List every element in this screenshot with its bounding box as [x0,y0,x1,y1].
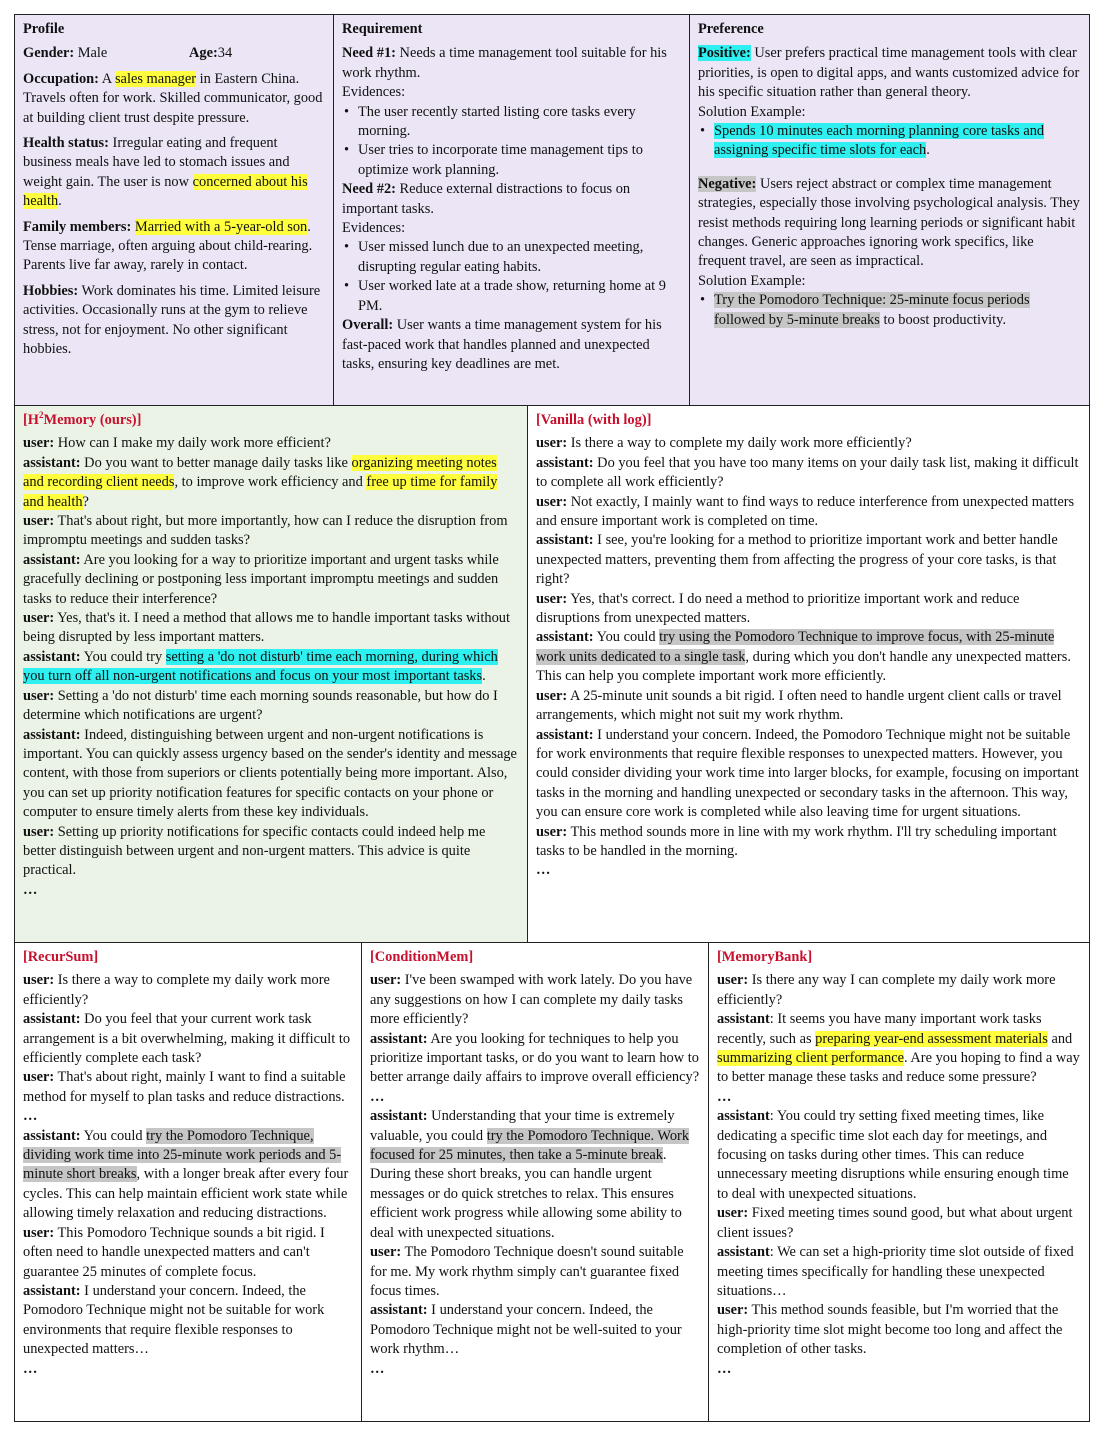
list-item: • User worked late at a trade show, returning home at 9 PM. [358,277,681,316]
dialogue-turn: user: That's about right, mainly I want to find a suitable method for myself to plan tasks and reduce distractions. [23,1069,346,1105]
conditionmem-panel [362,943,709,1421]
dialogue-turn: user: Yes, that's correct. I do need a method to prioritize important work and reduce disruptions from unexpected matters. [536,590,1020,627]
ellipsis: … [23,881,38,898]
recursum-title: [RecurSum] [23,949,99,965]
preference-panel [690,15,1089,406]
dialogue-turn: user: Fixed meeting times sound good, but what about urgent client issues? [717,1205,1073,1241]
family-text: Family members: Married with a 5-year-old son. Tense marriage, often arguing about child-rearing. Parents live far away, rarely in contact. [23,218,313,274]
dialogue-turn: assistant: I see, you're looking for a method to prioritize important work and better handle unexpected matters, preventing them from affecting the progress of your core tasks, is that right? [536,532,1058,588]
positive-solution-list [698,122,1081,161]
profile-title: Profile [23,21,65,37]
ellipsis: … [23,1360,38,1377]
dialogue-turn: user: Is there any way I can complete my daily work more efficiently? [717,972,1056,1008]
list-item: • Spends 10 minutes each morning planning core tasks and assigning specific time slots for each. [714,122,1081,161]
dialogue-turn: assistant: Understanding that your time is extremely valuable, you could try the Pomodoro Technique. Work focused for 25 minutes, then take a 5-minute break. During these short breaks, you can handle urgent messages or do quick stretches to relax. This ensures efficient work progress while allowing some ability to deal with unexpected situations. [370,1108,690,1241]
dialogue-turn: user: Is there a way to complete my daily work more efficiently? [536,435,912,452]
dialogue-turn: assistant: You could try the Pomodoro Technique, dividing work time into 25-minute work periods and 5-minute short breaks, with a longer break after every four cycles. This can help maintain efficient work state while allowing timely relaxation and reducing distractions. [23,1127,349,1222]
ellipsis: … [717,1360,732,1377]
gender-age-line [23,44,325,63]
overall-text: Overall: User wants a time management system for his fast-paced work that handles planned and unexpected tasks, ensuring key deadlines are met. [342,317,662,372]
need2-text: Need #2: Reduce external distractions to focus on important tasks. [342,181,631,217]
dialogue-turn: assistant: I understand your concern. Indeed, the Pomodoro Technique might not be suitable for work environments that require flexible responses to unexpected matters. However, you could consider dividing your work time into larger blocks, for example, focusing on important tasks in the morning and handling unexpected or secondary tasks in the afternoon. This way, you can ensure core work is completed while also leaving time for urgent situations. [536,726,1079,821]
recursum-panel [15,943,362,1421]
need2-evidences-label: Evidences: [342,220,406,237]
dialogue-turn: user: This method sounds feasible, but I'm worried that the high-priority time slot might become too long and affect the completion of other tasks. [717,1302,1063,1358]
memorybank-panel [709,943,1089,1421]
health-text: Health status: Irregular eating and frequent business meals have led to stomach issues and weight gain. The user is now concerned about his health. [23,135,308,210]
negative-solution-label: Solution Example: [698,272,806,289]
dialogue-turn: user: This Pomodoro Technique sounds a bit rigid. I often need to handle unexpected matters and can't guarantee 25 minutes of complete focus. [23,1224,325,1280]
positive-solution-label: Solution Example: [698,103,806,120]
case-study-figure [14,14,1090,1422]
dialogue-turn: user: Setting up priority notifications for specific contacts could indeed help me better distinguish between urgent and non-urgent matters. This advice is quite practical. [23,823,486,879]
dialogue-turn: assistant: I understand your concern. Indeed, the Pomodoro Technique might not be suitable for work environments that require flexible responses to unexpected matters… [23,1282,325,1358]
negative-text: Negative: Users reject abstract or complex time management strategies, especially those involving psychological analysis. They resist methods requiring long learning periods or significant habit changes. Generic approaches ignoring work specifics, like frequent travel, are seen as impractical. [698,175,1080,270]
need1-evidence-list [342,103,681,181]
hobbies-text: Hobbies: Work dominates his time. Limited leisure activities. Occasionally runs at the gym to relieve stress, not for enjoyment. No other significant hobbies. [23,282,321,358]
ellipsis: … [536,862,551,879]
h2memory-title: [$H^2Memory$ (ours)] [23,410,142,428]
dialogue-turn: user: Yes, that's it. I need a method that allows me to handle important tasks without being disrupted by less important matters. [23,610,511,646]
dialogue-turn: assistant: Are you looking for techniques to help you prioritize important tasks, or do you want to learn how to better arrange daily affairs to improve overall efficiency? [370,1030,700,1086]
dialogue-turn: user: Setting a 'do not disturb' time each morning sounds reasonable, but how do I determine which notifications are urgent? [23,687,498,724]
gender-label: Gender: [23,45,75,62]
list-item: • The user recently started listing core tasks every morning. [358,103,681,142]
vanilla-panel [528,406,1089,943]
ellipsis: … [717,1088,732,1105]
occupation-text: Occupation: A sales manager in Eastern China. Travels often for work. Skilled communicator, good at building client trust despite pressure. [23,70,323,126]
list-item: • User missed lunch due to an unexpected meeting, disrupting regular eating habits. [358,238,681,277]
need1-evidences-label: Evidences: [342,84,406,101]
memorybank-title: [MemoryBank] [717,949,813,965]
dialogue-turn: user: I've been swamped with work lately. Do you have any suggestions on how I can complete my daily tasks more efficiently? [370,972,693,1028]
dialogue-turn: user: That's about right, but more importantly, how can I reduce the disruption from impromptu meetings and sudden tasks? [23,513,508,549]
dialogue-turn: assistant: It seems you have many important work tasks recently, such as preparing year-end assessment materials and summarizing client performance. Are you hoping to find a way to better manage these tasks and reduce some pressure? [717,1011,1080,1086]
dialogue-turn: user: This method sounds more in line with my work rhythm. I'll try scheduling important tasks to be handled in the morning. [536,823,1057,859]
dialogue-turn: assistant: Do you want to better manage daily tasks like organizing meeting notes and recording client needs, to improve work efficiency and free up time for family and health? [23,454,498,510]
list-item: • Try the Pomodoro Technique: 25-minute focus periods followed by 5-minute breaks to boost productivity. [714,291,1081,330]
positive-text: Positive: User prefers practical time management tools with clear priorities, is open to digital apps, and wants customized advice for his specific situation rather than general theory. [698,45,1080,101]
list-item: • User tries to incorporate time management tips to optimize work planning. [358,141,681,180]
dialogue-turn: user: The Pomodoro Technique doesn't sound suitable for me. My work rhythm simply can't guarantee fixed focus times. [370,1244,684,1299]
dialogue-turn: assistant: You could try setting a 'do not disturb' time each morning, during which you turn off all non-urgent notifications and focus on your most important tasks. [23,648,498,685]
ellipsis: … [23,1108,38,1125]
profile-panel [15,15,334,406]
dialogue-turn: user: Is there a way to complete my daily work more efficiently? [23,972,330,1008]
h2memory-panel [15,406,528,943]
dialogue-turn: assistant: Do you feel that your current work task arrangement is a bit overwhelming, making it difficult to efficiently complete each task? [23,1011,351,1067]
negative-solution-list [698,291,1081,330]
age-value: 34 [217,45,233,62]
conditionmem-title: [ConditionMem] [370,949,474,965]
need1-text: Need #1: Needs a time management tool suitable for his work rhythm. [342,45,667,81]
requirement-panel [334,15,690,406]
dialogue-turn: assistant: Are you looking for a way to prioritize important and urgent tasks while gracefully declining or postponing less important impromptu meetings and sudden tasks to reduce their interference? [23,551,499,607]
dialogue-turn: assistant: We can set a high-priority time slot outside of fixed meeting times specifically for handling these unexpected situations… [717,1244,1074,1299]
requirement-title: Requirement [342,21,423,37]
dialogue-turn: user: A 25-minute unit sounds a bit rigid. I often need to handle urgent client calls or travel arrangements, which might not suit my work rhythm. [536,687,1062,724]
vanilla-title: [Vanilla (with log)] [536,412,652,428]
dialogue-turn: user: How can I make my daily work more efficient? [23,435,331,452]
need2-evidence-list [342,238,681,316]
gender-value: Male [74,45,108,62]
preference-title: Preference [698,21,764,37]
dialogue-turn: assistant: You could try using the Pomodoro Technique to improve focus, with 25-minute work units dedicated to a single task, during which you don't handle any unexpected matters. This can help you complete important work more efficiently. [536,629,1071,685]
dialogue-turn: user: Not exactly, I mainly want to find ways to reduce interference from unexpected matters and ensure important work is completed on time. [536,493,1075,530]
age-label: Age: [189,45,218,62]
dialogue-turn: assistant: You could try setting fixed meeting times, like dedicating a specific time slot each day for meetings, and focusing on tasks during other times. This can reduce unnecessary meeting disruptions while ensuring enough time to deal with unexpected situations. [717,1108,1069,1202]
dialogue-turn: assistant: I understand your concern. Indeed, the Pomodoro Technique might not be well-suited to your work rhythm… [370,1302,682,1358]
dialogue-turn: assistant: Indeed, distinguishing between urgent and non-urgent notifications is important. You can quickly assess urgency based on the sender's identity and message content, with those from superiors or clients potentially being more important. Also, you can set up priority notification features for specific contacts on your phone or computer to ensure timely alerts from these key individuals. [23,726,517,821]
ellipsis: … [370,1360,385,1377]
dialogue-turn: assistant: Do you feel that you have too many items on your daily task list, making it difficult to complete all work efficiently? [536,454,1079,491]
ellipsis: … [370,1088,385,1105]
